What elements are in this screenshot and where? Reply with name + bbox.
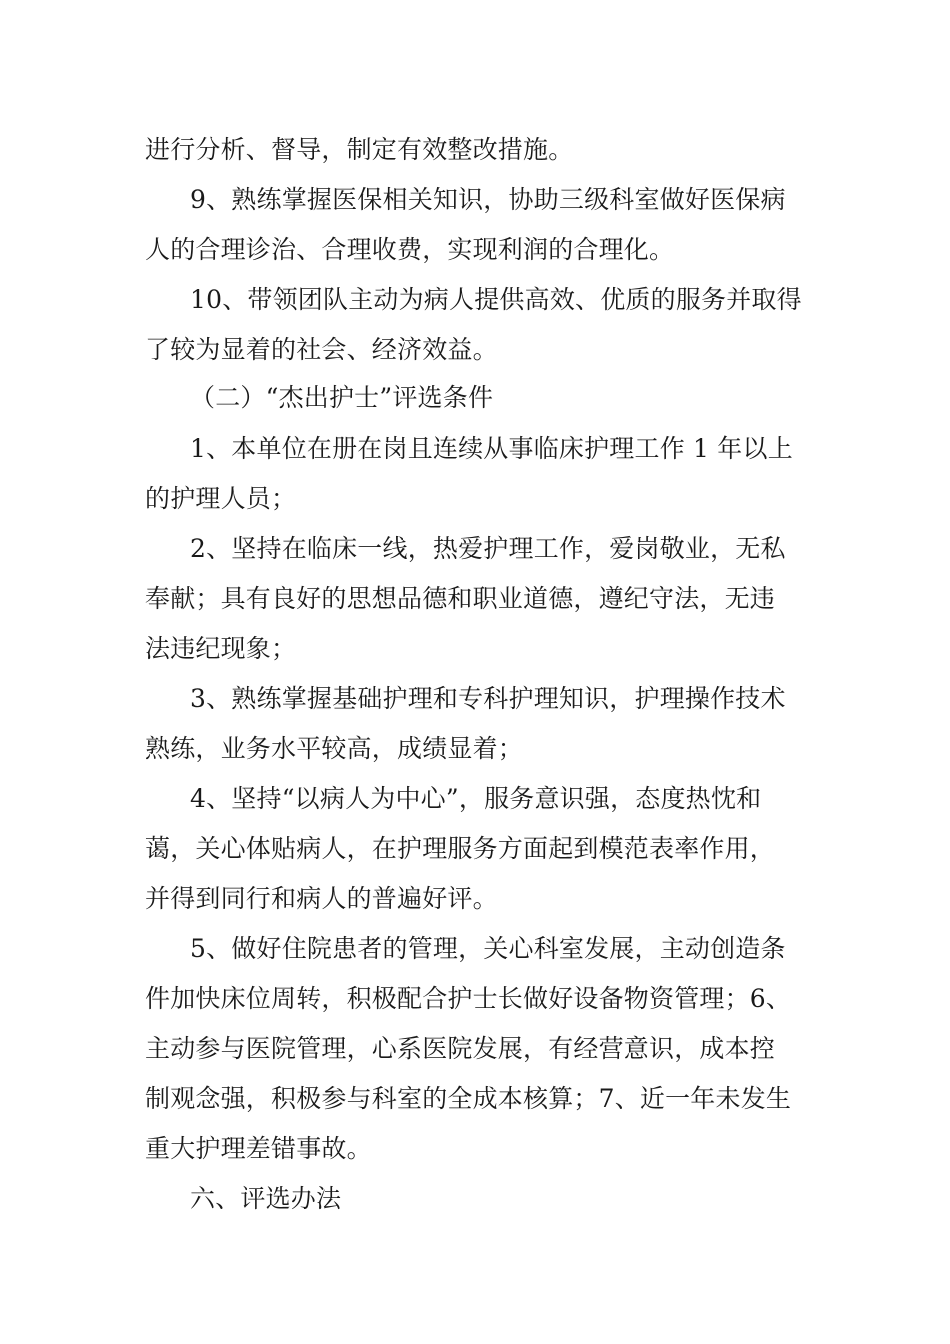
list-item-9-line-1: 9、熟练掌握医保相关知识，协助三级科室做好医保病 (190, 185, 786, 214)
list-item-2-line-1: 2、坚持在临床一线，热爱护理工作，爱岗敬业，无私 (190, 534, 786, 563)
list-item-9-line-2: 人的合理诊治、合理收费，实现利润的合理化。 (145, 235, 675, 264)
list-item-5-line-1: 5、做好住院患者的管理，关心科室发展，主动创造条 (190, 934, 786, 963)
list-item-3-line-1: 3、熟练掌握基础护理和专科护理知识，护理操作技术 (190, 684, 786, 713)
section-heading: （二）“杰出护士”评选条件 (190, 383, 494, 412)
list-item-4-line-2: 蔼，关心体贴病人，在护理服务方面起到模范表率作用， (145, 834, 776, 863)
list-item-6-line-2: 制观念强，积极参与科室的全成本核算；7、近一年未发生 (145, 1084, 792, 1113)
list-item-4-line-1: 4、坚持“以病人为中心”，服务意识强，态度热忱和 (190, 784, 762, 813)
list-item-1-line-2: 的护理人员； (145, 484, 297, 513)
list-item-4-line-3: 并得到同行和病人的普遍好评。 (145, 884, 498, 913)
list-item-7-line: 重大护理差错事故。 (145, 1134, 372, 1163)
text-line: 进行分析、督导，制定有效整改措施。 (145, 135, 574, 164)
list-item-6-line: 主动参与医院管理，心系医院发展，有经营意识，成本控 (145, 1034, 776, 1063)
list-item-2-line-2: 奉献；具有良好的思想品德和职业道德，遵纪守法，无违 (145, 584, 776, 613)
list-item-10-line-2: 了较为显着的社会、经济效益。 (145, 335, 498, 364)
list-item-2-line-3: 法违纪现象； (145, 634, 297, 663)
section-heading-six: 六、评选办法 (190, 1184, 342, 1213)
list-item-10-line-1: 10、带领团队主动为病人提供高效、优质的服务并取得 (190, 285, 802, 314)
list-item-3-line-2: 熟练，业务水平较高，成绩显着； (145, 734, 524, 763)
list-item-5-line-2: 件加快床位周转，积极配合护士长做好设备物资管理；6、 (145, 984, 792, 1013)
list-item-1-line-1: 1、本单位在册在岗且连续从事临床护理工作 1 年以上 (190, 434, 793, 463)
